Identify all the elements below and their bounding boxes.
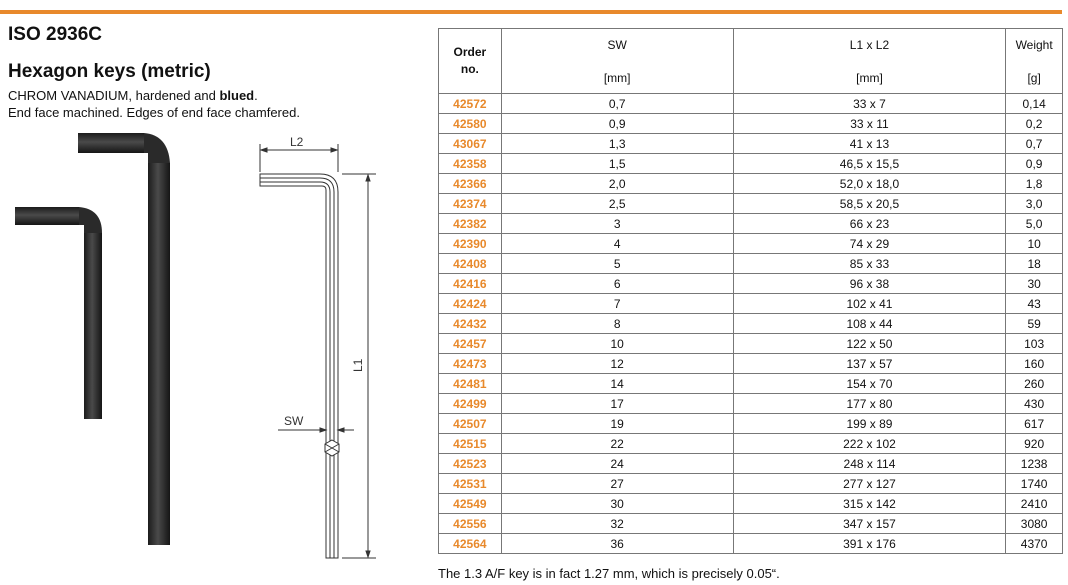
table-row	[439, 474, 1063, 494]
weight-cell: 0,2	[1006, 114, 1063, 134]
table-row	[439, 374, 1063, 394]
order-number-cell[interactable]: 42374	[439, 194, 502, 214]
description-line-2: End face machined. Edges of end face chamfered.	[8, 105, 300, 120]
table-row	[439, 454, 1063, 474]
l1l2-cell: 137 x 57	[733, 354, 1006, 374]
order-number-cell[interactable]: 42572	[439, 94, 502, 114]
sw-cell: 1,3	[501, 134, 733, 154]
table-row	[439, 274, 1063, 294]
desc-prefix: CHROM VANADIUM, hardened and	[8, 88, 220, 103]
l2-label: L2	[290, 135, 304, 149]
weight-cell: 1740	[1006, 474, 1063, 494]
sw-cell: 4	[501, 234, 733, 254]
l1l2-cell: 58,5 x 20,5	[733, 194, 1006, 214]
weight-cell: 59	[1006, 314, 1063, 334]
sw-header: SW	[607, 38, 627, 52]
table-row	[439, 494, 1063, 514]
l1l2-cell: 177 x 80	[733, 394, 1006, 414]
key-outline	[260, 174, 338, 558]
table-row	[439, 514, 1063, 534]
specification-table	[438, 28, 1063, 554]
order-number-cell[interactable]: 42499	[439, 394, 502, 414]
l1l2-cell: 154 x 70	[733, 374, 1006, 394]
table-row	[439, 194, 1063, 214]
column-header-l1l2	[733, 29, 1006, 94]
sw-cell: 32	[501, 514, 733, 534]
weight-cell: 4370	[1006, 534, 1063, 554]
order-number-cell[interactable]: 42473	[439, 354, 502, 374]
sw-dimension	[278, 428, 354, 432]
l1l2-cell: 96 x 38	[733, 274, 1006, 294]
sw-cell: 14	[501, 374, 733, 394]
sw-cell: 7	[501, 294, 733, 314]
l1l2-cell: 277 x 127	[733, 474, 1006, 494]
table-row	[439, 174, 1063, 194]
sw-cell: 22	[501, 434, 733, 454]
table-row	[439, 214, 1063, 234]
weight-cell: 1238	[1006, 454, 1063, 474]
l1l2-header: L1 x L2	[849, 38, 890, 52]
l1l2-cell: 199 x 89	[733, 414, 1006, 434]
sw-cell: 36	[501, 534, 733, 554]
l1l2-cell: 248 x 114	[733, 454, 1006, 474]
sw-cell: 19	[501, 414, 733, 434]
weight-cell: 30	[1006, 274, 1063, 294]
l1l2-cell: 33 x 7	[733, 94, 1006, 114]
sw-cell: 10	[501, 334, 733, 354]
table-row	[439, 134, 1063, 154]
l1l2-cell: 46,5 x 15,5	[733, 154, 1006, 174]
footnote: The 1.3 A/F key is in fact 1.27 mm, which is precisely 0.05“.	[438, 566, 780, 581]
l1l2-cell: 122 x 50	[733, 334, 1006, 354]
l1l2-cell: 52,0 x 18,0	[733, 174, 1006, 194]
table-row	[439, 234, 1063, 254]
weight-cell: 103	[1006, 334, 1063, 354]
table-row	[439, 254, 1063, 274]
order-number-cell[interactable]: 42382	[439, 214, 502, 234]
weight-cell: 10	[1006, 234, 1063, 254]
weight-cell: 3080	[1006, 514, 1063, 534]
table-header-row	[439, 29, 1063, 94]
hex-section-marker	[325, 440, 339, 456]
l1l2-cell: 222 x 102	[733, 434, 1006, 454]
l1l2-cell: 102 x 41	[733, 294, 1006, 314]
page-subtitle: Hexagon keys (metric)	[8, 61, 211, 82]
table-row	[439, 94, 1063, 114]
weight-cell: 0,14	[1006, 94, 1063, 114]
table-row	[439, 154, 1063, 174]
sw-cell: 8	[501, 314, 733, 334]
table-row	[439, 394, 1063, 414]
column-header-order	[439, 29, 502, 94]
weight-cell: 1,8	[1006, 174, 1063, 194]
sw-cell: 27	[501, 474, 733, 494]
l1l2-cell: 347 x 157	[733, 514, 1006, 534]
order-number-cell[interactable]: 42580	[439, 114, 502, 134]
sw-cell: 5	[501, 254, 733, 274]
sw-unit: [mm]	[603, 71, 631, 85]
sw-cell: 2,5	[501, 194, 733, 214]
order-number-cell[interactable]: 42549	[439, 494, 502, 514]
order-number-cell[interactable]: 42523	[439, 454, 502, 474]
table-row	[439, 314, 1063, 334]
order-number-cell[interactable]: 42416	[439, 274, 502, 294]
weight-cell: 617	[1006, 414, 1063, 434]
sw-cell: 0,7	[501, 94, 733, 114]
order-number-cell[interactable]: 42556	[439, 514, 502, 534]
weight-cell: 3,0	[1006, 194, 1063, 214]
l1l2-cell: 391 x 176	[733, 534, 1006, 554]
table-row	[439, 414, 1063, 434]
order-number-cell[interactable]: 42358	[439, 154, 502, 174]
product-description	[8, 87, 300, 121]
l1l2-cell: 85 x 33	[733, 254, 1006, 274]
order-number-cell[interactable]: 42457	[439, 334, 502, 354]
sw-label: SW	[284, 414, 304, 428]
sw-cell: 12	[501, 354, 733, 374]
weight-cell: 260	[1006, 374, 1063, 394]
sw-cell: 0,9	[501, 114, 733, 134]
table-row	[439, 354, 1063, 374]
weight-cell: 160	[1006, 354, 1063, 374]
weight-unit: [g]	[1027, 71, 1041, 85]
order-header-line-2: no.	[460, 62, 479, 76]
l1-label: L1	[351, 358, 365, 372]
order-number-cell[interactable]: 42366	[439, 174, 502, 194]
weight-header: Weight	[1015, 38, 1053, 52]
table-row	[439, 534, 1063, 554]
desc-suffix: .	[254, 88, 258, 103]
weight-cell: 430	[1006, 394, 1063, 414]
order-number-cell[interactable]: 42507	[439, 414, 502, 434]
sw-cell: 30	[501, 494, 733, 514]
order-number-cell[interactable]: 43067	[439, 134, 502, 154]
l1l2-cell: 66 x 23	[733, 214, 1006, 234]
l1l2-cell: 41 x 13	[733, 134, 1006, 154]
desc-bold: blued	[219, 88, 255, 103]
table-row	[439, 294, 1063, 314]
order-number-cell[interactable]: 42432	[439, 314, 502, 334]
order-number-cell[interactable]: 42481	[439, 374, 502, 394]
order-header-line-1: Order	[453, 45, 487, 59]
order-number-cell[interactable]: 42408	[439, 254, 502, 274]
order-number-cell[interactable]: 42531	[439, 474, 502, 494]
page-title: ISO 2936C	[8, 24, 102, 45]
order-number-cell[interactable]: 42564	[439, 534, 502, 554]
table-row	[439, 114, 1063, 134]
column-header-weight	[1006, 29, 1063, 94]
column-header-sw	[501, 29, 733, 94]
weight-cell: 0,7	[1006, 134, 1063, 154]
sw-cell: 24	[501, 454, 733, 474]
l1l2-unit: [mm]	[856, 71, 883, 85]
hex-keys-photo	[0, 125, 240, 575]
l1l2-cell: 74 x 29	[733, 234, 1006, 254]
weight-cell: 0,9	[1006, 154, 1063, 174]
accent-bar	[0, 10, 1062, 14]
order-number-cell[interactable]: 42515	[439, 434, 502, 454]
table-row	[439, 334, 1063, 354]
weight-cell: 43	[1006, 294, 1063, 314]
table-row	[439, 434, 1063, 454]
l1l2-cell: 108 x 44	[733, 314, 1006, 334]
order-number-cell[interactable]: 42390	[439, 234, 502, 254]
weight-cell: 18	[1006, 254, 1063, 274]
weight-cell: 5,0	[1006, 214, 1063, 234]
l1l2-cell: 33 x 11	[733, 114, 1006, 134]
sw-cell: 17	[501, 394, 733, 414]
sw-cell: 6	[501, 274, 733, 294]
sw-cell: 1,5	[501, 154, 733, 174]
weight-cell: 2410	[1006, 494, 1063, 514]
sw-cell: 3	[501, 214, 733, 234]
order-number-cell[interactable]: 42424	[439, 294, 502, 314]
sw-cell: 2,0	[501, 174, 733, 194]
l1l2-cell: 315 x 142	[733, 494, 1006, 514]
weight-cell: 920	[1006, 434, 1063, 454]
technical-drawing	[250, 128, 390, 560]
small-hex-key	[15, 207, 102, 419]
description-line-1	[8, 87, 300, 104]
